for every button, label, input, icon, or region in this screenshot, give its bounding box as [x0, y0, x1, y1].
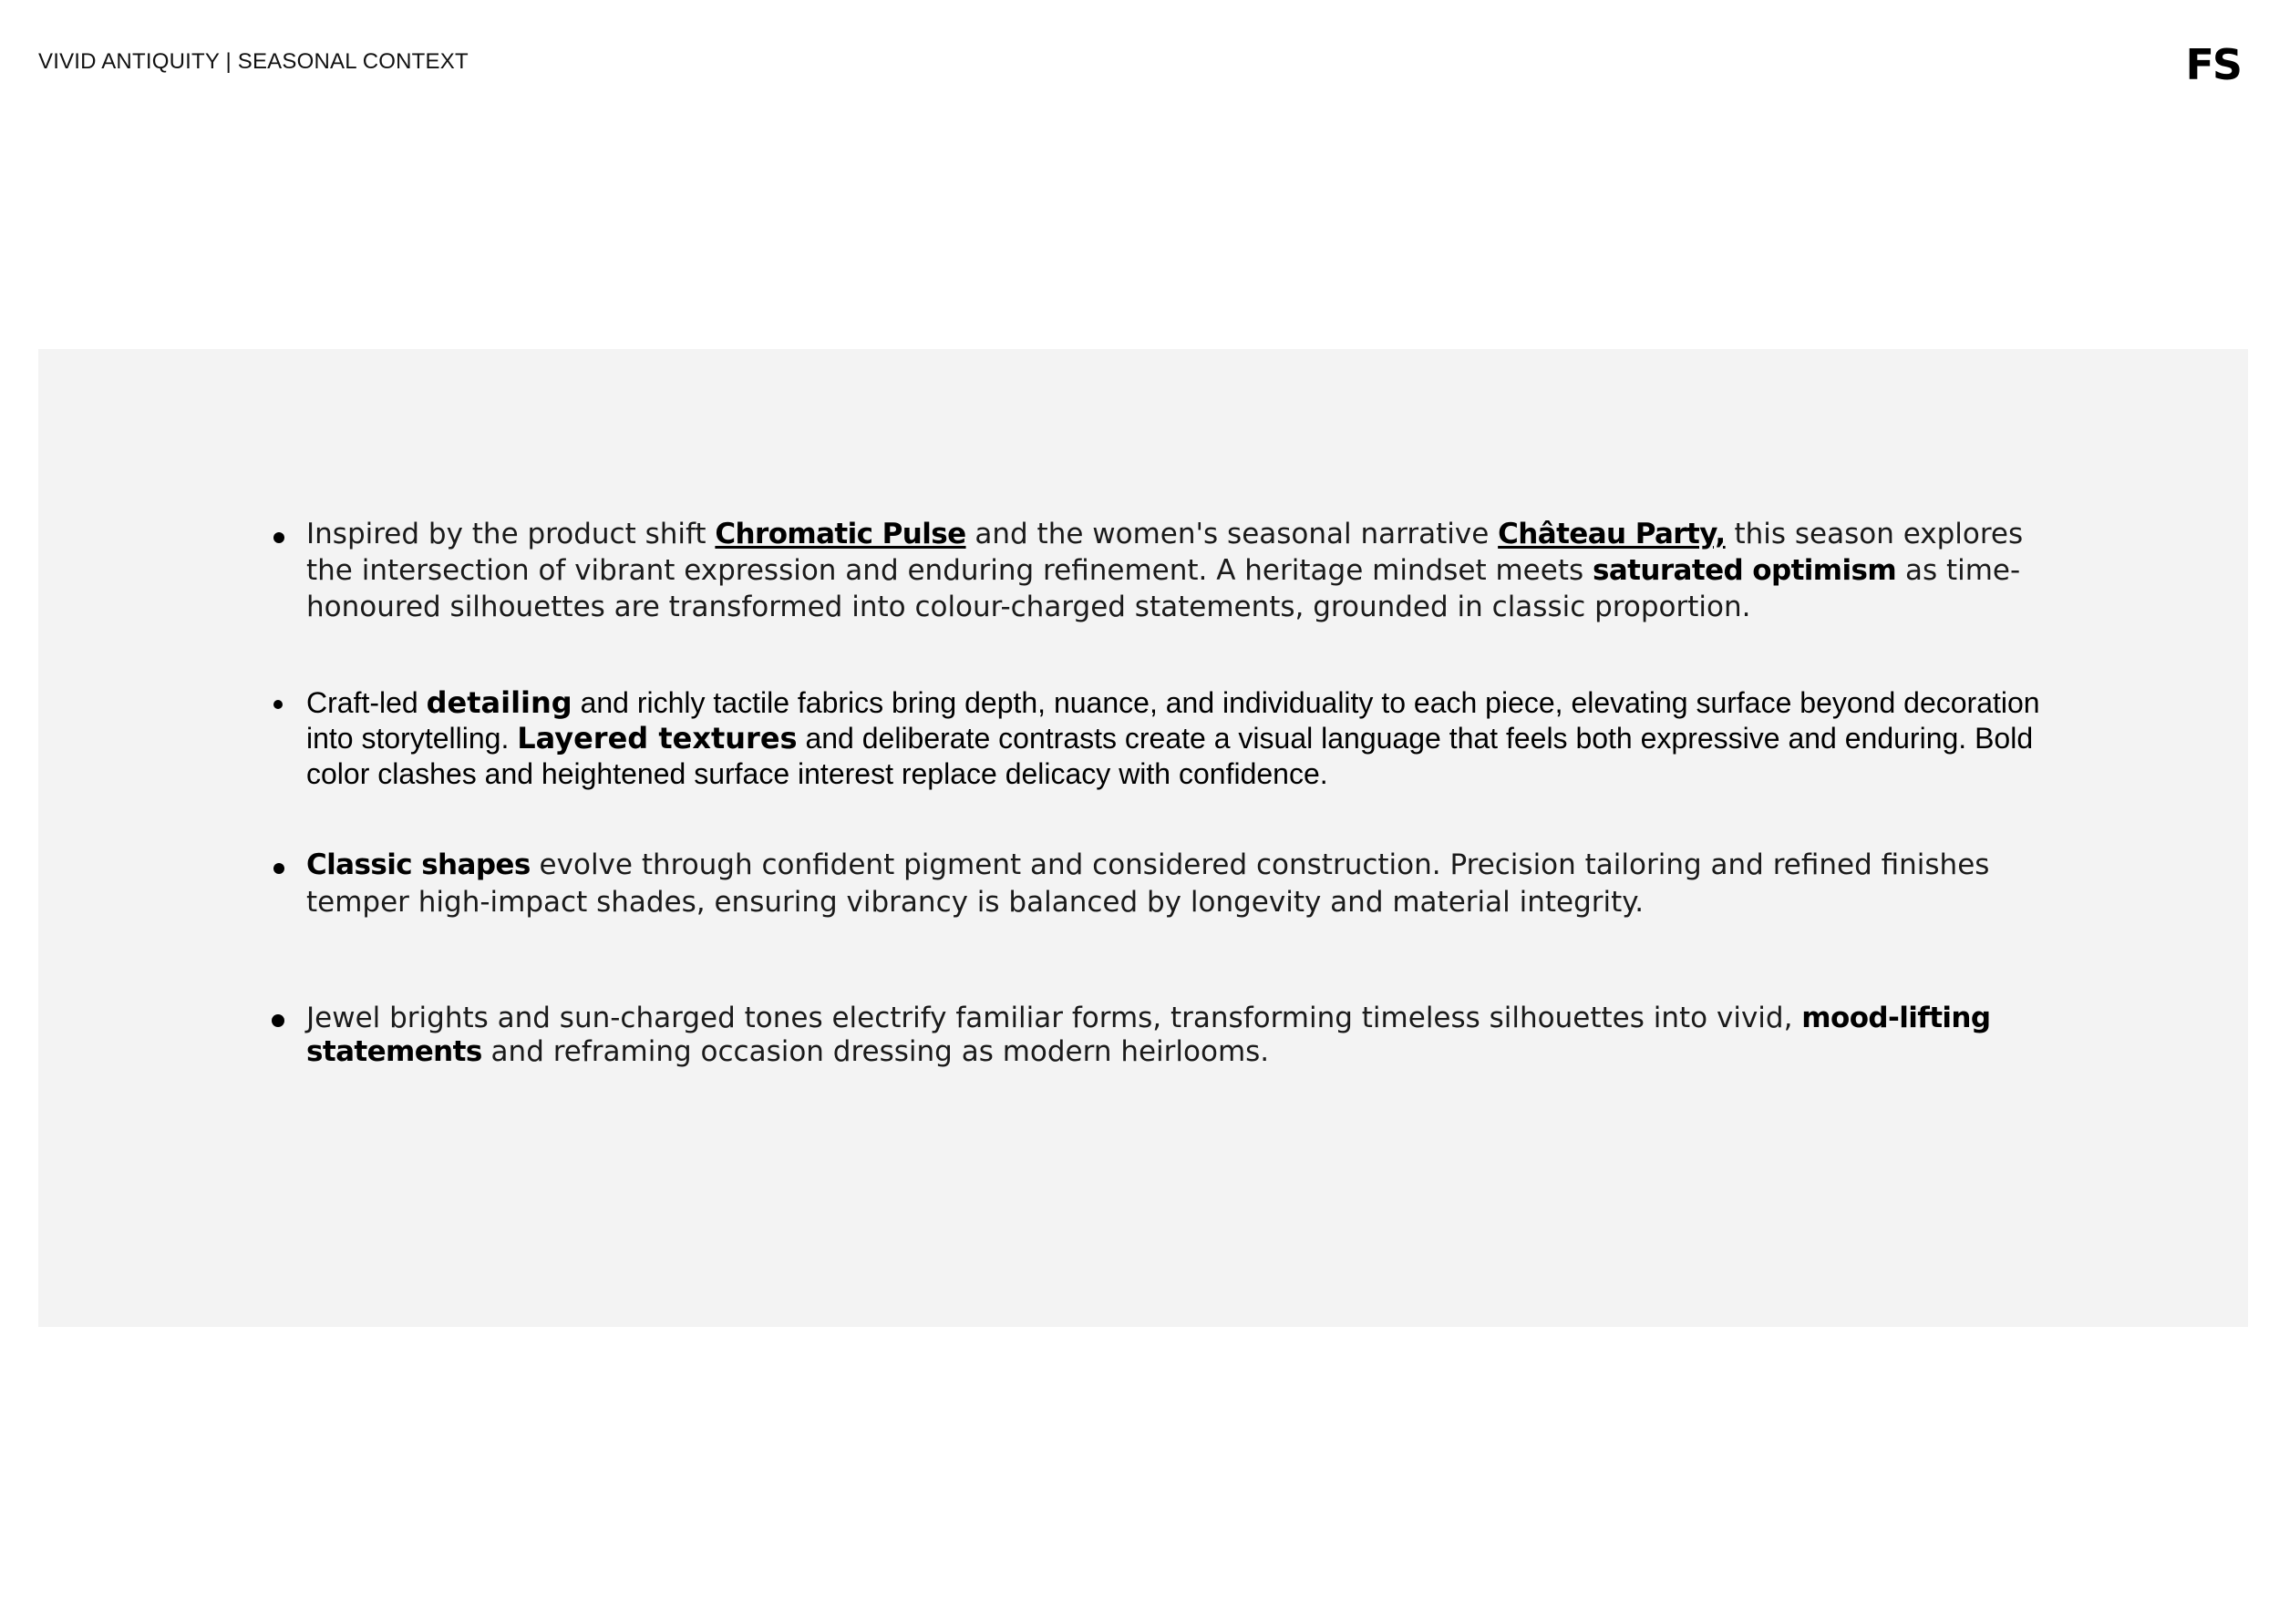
- bullet-item-brights: [268, 1002, 2055, 1069]
- bullet-emphasis: saturated optimism: [1592, 554, 1897, 587]
- bullet-item-shapes: [268, 847, 2055, 921]
- bullet-text: and the women's seasonal narrative: [965, 518, 1499, 550]
- chateau-party-link[interactable]: Château Party,: [1498, 518, 1726, 550]
- brand-logo: FS: [2185, 40, 2241, 89]
- bullet-text: and richly tactile fabrics bring depth, nuance, and individuality to each piece, elevating surface beyond decoration into storytelling.: [306, 686, 2040, 755]
- bullet-emphasis: Classic shapes: [306, 848, 531, 881]
- bullet-dot-icon: [272, 1014, 284, 1027]
- bullet-emphasis: mood-lifting statements: [306, 1002, 1991, 1068]
- bullet-dot-icon: [273, 700, 283, 709]
- page-title: VIVID ANTIQUITY | SEASONAL CONTEXT: [38, 49, 469, 74]
- bullet-item-inspiration: [268, 516, 2055, 625]
- bullet-list: [268, 516, 2055, 1069]
- bullet-emphasis: detailing: [426, 685, 572, 720]
- bullet-text: Jewel brights and sun-charged tones electrify familiar forms, transforming timeless silhouettes into vivid,: [306, 1002, 1802, 1034]
- bullet-text: Inspired by the product shift: [306, 518, 716, 550]
- bullet-text: evolve through confident pigment and considered construction. Precision tailoring and refined finishes temper high-impact shades, ensuring vibrancy is balanced by longevity and material integrity.: [306, 848, 1990, 919]
- bullet-text: this season explores the intersection of vibrant expression and enduring refinement. A heritage mindset meets: [306, 518, 2024, 587]
- bullet-text: Craft-led: [306, 686, 427, 719]
- bullet-text: as time-honoured silhouettes are transformed into colour-charged statements, grounded in classic proportion.: [306, 554, 2021, 623]
- bullet-text: and reframing occasion dressing as modern heirlooms.: [481, 1035, 1270, 1068]
- bullet-dot-icon: [273, 532, 284, 543]
- bullet-item-craft: [268, 685, 2055, 792]
- bullet-text: and deliberate contrasts create a visual language that feels both expressive and enduring. Bold color clashes and heightened surface interest replace delicacy with confidence.: [306, 722, 2034, 790]
- chromatic-pulse-link[interactable]: Chromatic Pulse: [715, 518, 966, 550]
- bullet-emphasis: Layered textures: [517, 721, 798, 755]
- bullet-dot-icon: [273, 863, 284, 874]
